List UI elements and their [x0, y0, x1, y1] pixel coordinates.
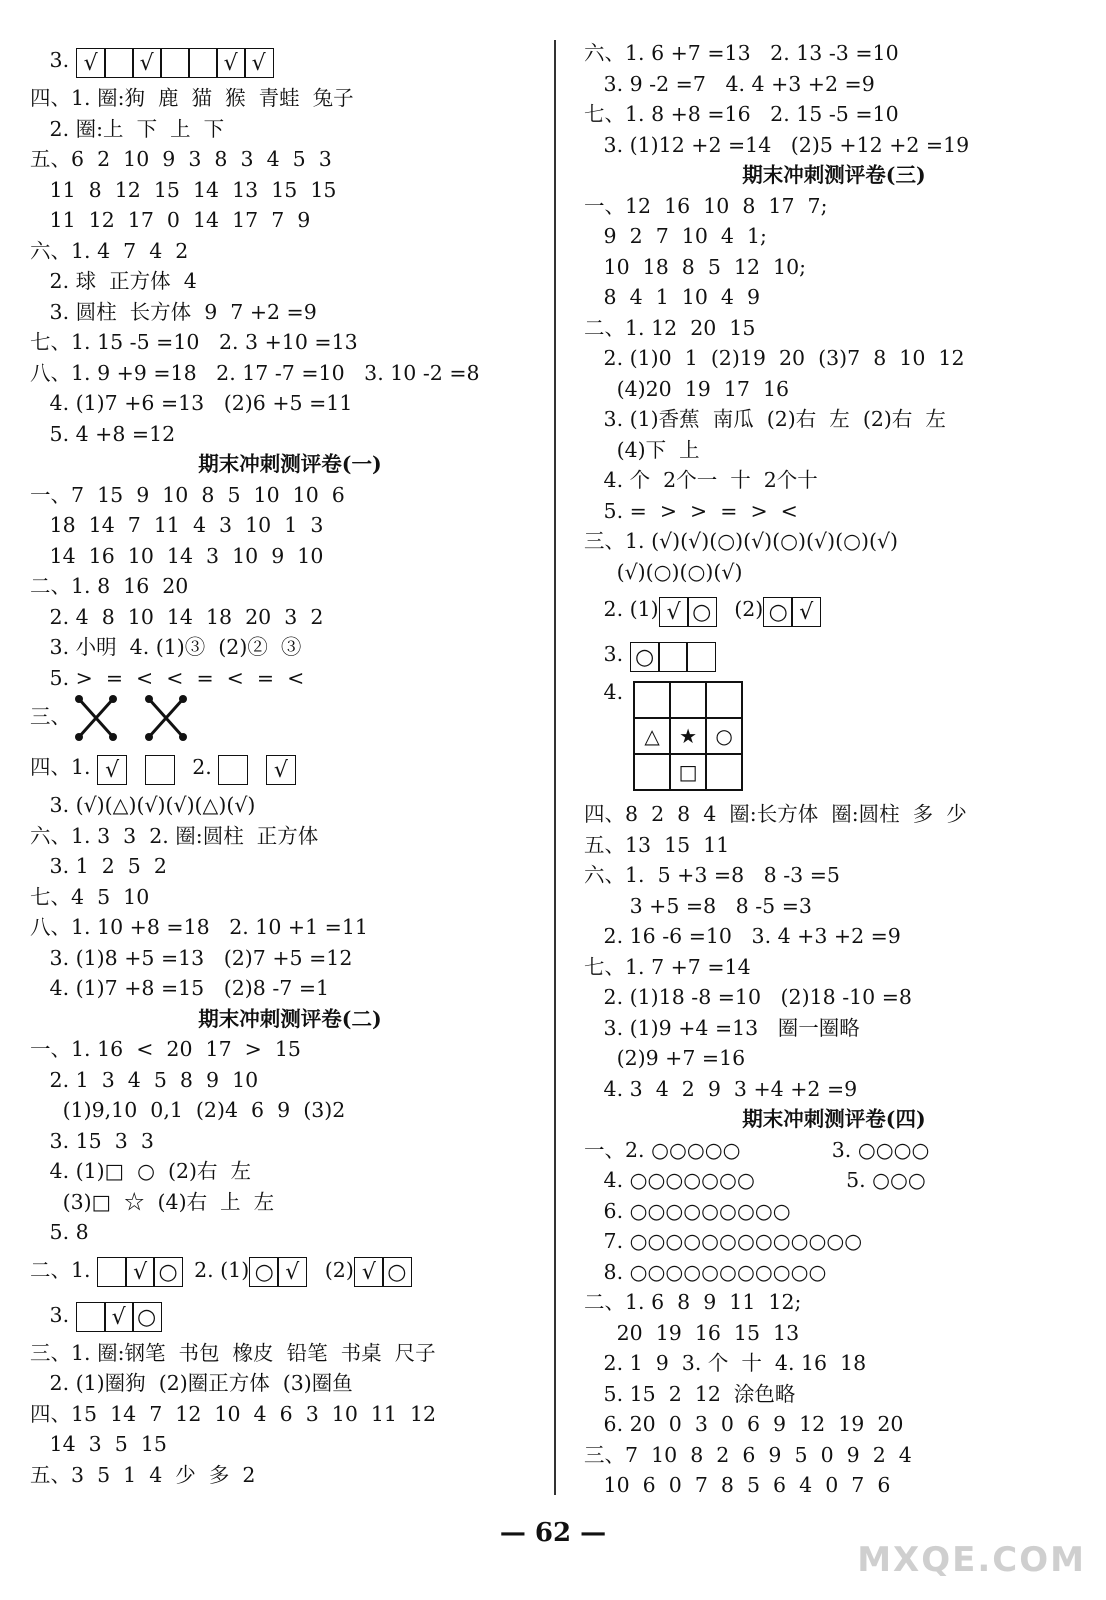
answer-box: √ [791, 597, 821, 627]
answer-line: 5. 8 [30, 1220, 89, 1244]
answer-line: 七、1. 15 -5 =10 2. 3 +10 =13 [30, 330, 358, 354]
answer-box: ○ [763, 597, 793, 627]
answer-line: 二、1. 8 16 20 [30, 574, 189, 598]
answer-box: ○ [132, 1302, 162, 1332]
page-number: — 62 — [499, 1518, 607, 1548]
answer-box: ○ [687, 597, 717, 627]
answer-line: 五、3 5 1 4 少 多 2 [30, 1462, 256, 1487]
answer-boxes [145, 746, 173, 791]
answer-line: 一、12 16 10 8 17 7; [584, 193, 828, 218]
answer-line: 2. 4 8 10 14 18 20 3 2 [30, 604, 324, 629]
answer-box: √ [216, 48, 246, 78]
answer-line: (4)下 上 [584, 437, 700, 462]
answer-box [188, 48, 218, 78]
answer-line: 4. 3 4 2 9 3 +4 +2 =9 [584, 1076, 858, 1101]
answer-line: (4)20 19 17 16 [584, 376, 790, 401]
answer-line: 3 +5 =8 8 -5 =3 [584, 893, 812, 918]
answer-line: 一、7 15 9 10 8 5 10 10 6 [30, 482, 345, 507]
answer-box [658, 642, 688, 672]
answer-line: 2. 球 正方体 4 [30, 269, 197, 293]
answer-line: 4. (1)7 +6 =13 (2)6 +5 =11 [30, 391, 353, 415]
watermark: MXQE.COM [857, 1540, 1086, 1580]
answer-line: 四、15 14 7 12 10 4 6 3 10 11 12 [30, 1401, 437, 1426]
grid-cell [706, 682, 742, 718]
answer-line: 七、4 5 10 [30, 884, 150, 909]
answer-line: 五、13 15 11 [584, 832, 730, 857]
answer-line: 3. 15 3 3 [30, 1128, 154, 1153]
answer-line: 3. 9 -2 =7 4. 4 +3 +2 =9 [584, 71, 875, 96]
answer-line: 2. 圈:上 下 上 下 [30, 116, 225, 141]
answer-line: 六、1. 4 7 4 2 [30, 238, 189, 263]
answer-line: 2. (1)0 1 (2)19 20 (3)7 8 10 12 [584, 346, 965, 370]
answer-text: 二、1. [30, 1257, 98, 1282]
answer-box [76, 1302, 106, 1332]
answer-line: 5. > = < < = < = < [30, 665, 305, 690]
section-title: 期末冲刺测评卷(四) [742, 1107, 926, 1131]
answer-line: 2. (1)18 -8 =10 (2)18 -10 =8 [584, 985, 912, 1009]
answer-line: 18 14 7 11 4 3 10 1 3 [30, 513, 324, 537]
answer-text: 3. [30, 1302, 76, 1327]
answer-box: √ [244, 48, 274, 78]
answer-line: 三、1. (√)(√)(○)(√)(○)(√)(○)(√) [584, 529, 899, 553]
answer-text: 4. [584, 680, 624, 704]
answer-line [30, 693, 550, 745]
answer-line: 二、1. 12 20 15 [584, 315, 756, 340]
answer-line [30, 745, 550, 790]
grid-cell [634, 682, 670, 718]
answer-line: 3. 小明 4. (1)③ (2)② ③ [30, 635, 302, 659]
answer-line: 2. (1)圈狗 (2)圈正方体 (3)圈鱼 [30, 1371, 353, 1395]
answer-box: √ [277, 1257, 307, 1287]
answer-line: 11 8 12 15 14 13 15 15 [30, 177, 337, 202]
answer-line: 4. (1)7 +8 =15 (2)8 -7 =1 [30, 976, 330, 1000]
answer-line [30, 1248, 550, 1293]
answer-line: 2. 16 -6 =10 3. 4 +3 +2 =9 [584, 924, 901, 948]
answer-line: 3. 圆柱 长方体 9 7 +2 =9 [30, 299, 317, 324]
answer-line: 三、1. 圈:钢笔 书包 橡皮 铅笔 书桌 尺子 [30, 1340, 436, 1365]
answer-line: 3. (1)12 +2 =14 (2)5 +12 +2 =19 [584, 132, 970, 157]
answer-box: ○ [249, 1257, 279, 1287]
answer-text: 2. (1) [584, 597, 659, 621]
answer-line: (3)□ ☆ (4)右 上 左 [30, 1189, 275, 1214]
match-dot [179, 695, 187, 703]
grid-cell: ○ [706, 718, 742, 754]
answer-text: 四、1. [30, 755, 98, 779]
answer-line: 二、1. 6 8 9 11 12; [584, 1290, 802, 1314]
answer-box: ○ [630, 642, 660, 672]
answer-box: ○ [153, 1257, 183, 1287]
match-dot [109, 695, 117, 703]
grid-cell: □ [670, 754, 706, 790]
answer-box: √ [104, 1302, 134, 1332]
answer-line: 3. (1)8 +5 =13 (2)7 +5 =12 [30, 945, 353, 970]
column-divider [554, 40, 556, 1495]
answer-line: 八、1. 10 +8 =18 2. 10 +1 =11 [30, 915, 368, 939]
answer-line: 20 19 16 15 13 [584, 1320, 800, 1345]
answer-box: √ [76, 48, 106, 78]
answer-boxes [659, 588, 715, 633]
answer-box: ○ [382, 1257, 412, 1287]
answer-box [97, 1257, 127, 1287]
answer-boxes [97, 746, 125, 791]
match-dot [145, 695, 153, 703]
left-column [30, 38, 550, 1490]
answer-line: 七、1. 7 +7 =14 [584, 954, 751, 979]
answer-box: √ [132, 48, 162, 78]
answer-boxes [354, 1249, 410, 1294]
answer-box [145, 755, 175, 785]
answer-line: 3. (√)(△)(√)(√)(△)(√) [30, 793, 256, 817]
answer-line: (√)(○)(○)(√) [584, 559, 743, 584]
match-dot [75, 695, 83, 703]
answer-box: √ [125, 1257, 155, 1287]
answer-line: 6. ○○○○○○○○○ [584, 1198, 791, 1223]
answer-line: 3. (1)香蕉 南瓜 (2)右 左 (2)右 左 [584, 407, 946, 431]
right-column [584, 38, 1084, 1501]
answer-text: (2) [305, 1257, 354, 1282]
answer-line: 4. ○○○○○○○ 5. ○○○ [584, 1168, 926, 1192]
answer-line: 三、7 10 8 2 6 9 5 0 9 2 4 [584, 1442, 912, 1467]
grid-cell: ★ [670, 718, 706, 754]
answer-boxes [76, 1294, 160, 1339]
answer-text: 3. [30, 48, 76, 72]
grid-cell: △ [634, 718, 670, 754]
answer-line: 11 12 17 0 14 17 7 9 [30, 208, 311, 232]
match-dot [109, 733, 117, 741]
answer-line: 一、2. ○○○○○ 3. ○○○○ [584, 1137, 930, 1162]
answer-boxes [97, 1249, 181, 1294]
answer-line: 2. 1 3 4 5 8 9 10 [30, 1067, 259, 1092]
answer-boxes [763, 588, 819, 633]
match-dot [145, 733, 153, 741]
answer-line: 一、1. 16 < 20 17 > 15 [30, 1037, 301, 1061]
answer-line: 五、6 2 10 9 3 8 3 4 5 3 [30, 147, 332, 171]
answer-line: 四、8 2 8 4 圈:长方体 圈:圆柱 多 少 [584, 802, 967, 826]
grid-cell [634, 754, 670, 790]
match-dot [75, 733, 83, 741]
answer-line: 3. (1)9 +4 =13 圈一圈略 [584, 1015, 860, 1040]
answer-boxes [249, 1249, 305, 1294]
answer-line: 六、1. 6 +7 =13 2. 13 -3 =10 [584, 41, 899, 65]
answer-text: 3. [584, 642, 630, 666]
answer-line [584, 587, 1084, 632]
answer-text: 三、 [30, 704, 71, 729]
answer-line [30, 1293, 550, 1338]
answer-box [104, 48, 134, 78]
answer-box: √ [266, 755, 296, 785]
answer-box: √ [97, 755, 127, 785]
answer-line: 四、1. 圈:狗 鹿 猫 猴 青蛙 兔子 [30, 86, 354, 110]
answer-line: 10 6 0 7 8 5 6 4 0 7 6 [584, 1473, 891, 1497]
shape-grid [633, 681, 743, 791]
section-title: 期末冲刺测评卷(三) [742, 163, 926, 187]
answer-line: 9 2 7 10 4 1; [584, 224, 767, 248]
answer-line: 5. 4 +8 =12 [30, 421, 176, 446]
answer-line: (1)9,10 0,1 (2)4 6 9 (3)2 [30, 1098, 346, 1122]
answer-line: 14 3 5 15 [30, 1432, 167, 1456]
answer-line: 八、1. 9 +9 =18 2. 17 -7 =10 3. 10 -2 =8 [30, 360, 480, 385]
answer-boxes [630, 633, 714, 678]
answer-text: 2. (1) [181, 1257, 250, 1282]
answer-line: 六、1. 3 3 2. 圈:圆柱 正方体 [30, 823, 319, 848]
answer-line: 4. (1)□ ○ (2)右 左 [30, 1159, 252, 1183]
match-dot [179, 733, 187, 741]
answer-line: 8. ○○○○○○○○○○○ [584, 1259, 827, 1284]
answer-text: (2) [714, 597, 764, 621]
answer-box [686, 642, 716, 672]
answer-line: 4. 个 2个一 十 2个十 [584, 468, 818, 492]
grid-cell [706, 754, 742, 790]
answer-boxes [218, 746, 246, 791]
answer-line [584, 632, 1084, 677]
answer-text: 2. [172, 755, 219, 779]
answer-line: 5. 15 2 12 涂色略 [584, 1381, 796, 1406]
answer-box: √ [354, 1257, 384, 1287]
section-title: 期末冲刺测评卷(二) [198, 1006, 382, 1031]
answer-box [218, 755, 248, 785]
answer-line: 七、1. 8 +8 =16 2. 15 -5 =10 [584, 102, 899, 126]
answer-line: 7. ○○○○○○○○○○○○○ [584, 1229, 863, 1253]
answer-text [125, 755, 145, 779]
answer-line: 3. 1 2 5 2 [30, 854, 167, 878]
answer-box [160, 48, 190, 78]
answer-line: 六、1. 5 +3 =8 8 -3 =5 [584, 863, 840, 887]
answer-line: 10 18 8 5 12 10; [584, 254, 807, 279]
answer-line: (2)9 +7 =16 [584, 1046, 746, 1070]
answer-text [246, 755, 266, 779]
answer-line [30, 38, 550, 83]
answer-line: 2. 1 9 3. 个 十 4. 16 18 [584, 1351, 867, 1375]
answer-line: 5. = > > = > < [584, 498, 798, 523]
answer-boxes [266, 746, 294, 791]
matching-lines [71, 693, 201, 743]
grid-cell [670, 682, 706, 718]
section-title: 期末冲刺测评卷(一) [198, 452, 382, 476]
answer-box: √ [659, 597, 689, 627]
answer-boxes [76, 39, 272, 84]
answer-line: 8 4 1 10 4 9 [584, 285, 761, 309]
answer-line [584, 677, 1084, 799]
answer-line: 6. 20 0 3 0 6 9 12 19 20 [584, 1412, 904, 1436]
answer-line: 14 16 10 14 3 10 9 10 [30, 543, 324, 568]
